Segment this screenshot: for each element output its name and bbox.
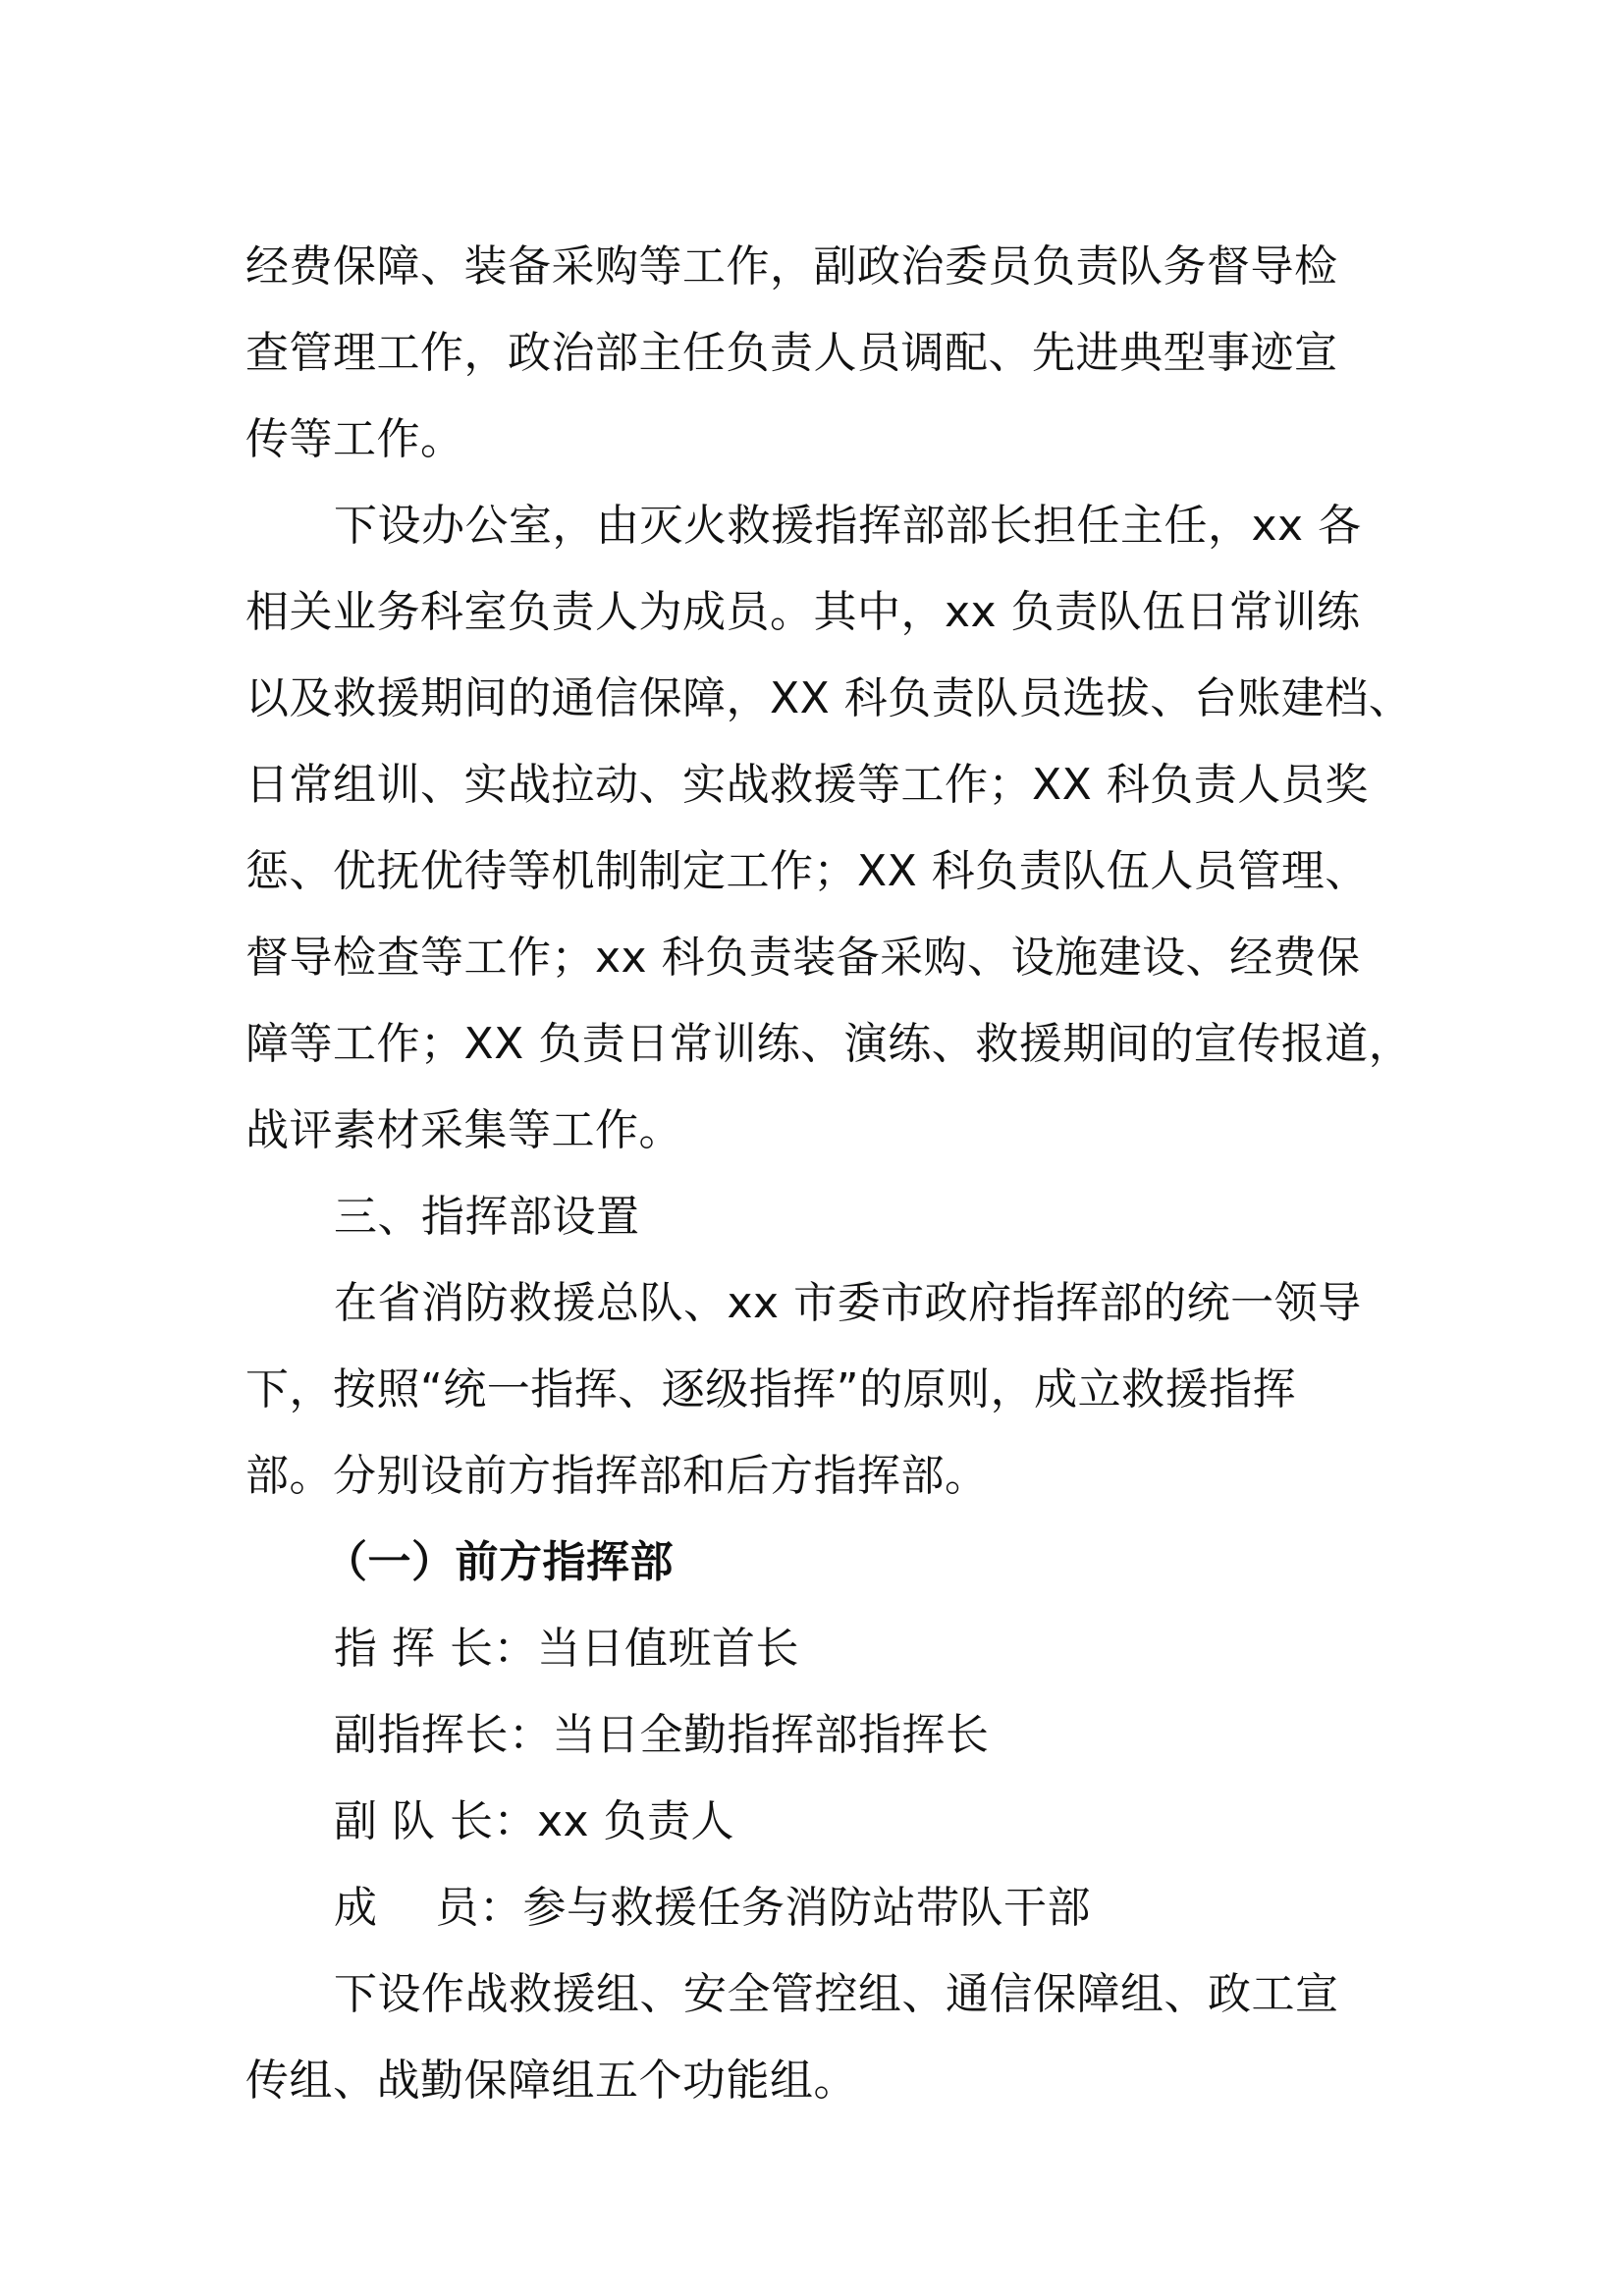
text-line-8: 惩、优抚优待等机制制定工作；XX 科负责队伍人员管理、 <box>245 846 1369 896</box>
members-line: 成 员：参与救援任务消防站带队干部 <box>334 1883 1091 1933</box>
subsection-heading-front-command: （一）前方指挥部 <box>324 1537 674 1587</box>
text-line-2: 查管理工作，政治部主任负责人员调配、先进典型事迹宣 <box>245 328 1338 378</box>
paragraph-groups-start: 下设作战救援组、安全管控组、通信保障组、政工宣 <box>334 1969 1339 2019</box>
text-line-5: 相关业务科室负责人为成员。其中，xx 负责队伍日常训练 <box>245 587 1361 637</box>
deputy-commander-line: 副指挥长：当日全勤指挥部指挥长 <box>334 1710 990 1760</box>
deputy-captain-line: 副 队 长：xx 负责人 <box>334 1796 735 1846</box>
text-line-15: 部。分别设前方指挥部和后方指挥部。 <box>245 1451 989 1501</box>
paragraph-office-start: 下设办公室，由灭火救援指挥部部长担任主任，xx 各 <box>334 501 1362 551</box>
text-line-6: 以及救援期间的通信保障，XX 科负责队员选拔、台账建档、 <box>245 673 1413 723</box>
text-line-14: 下，按照“统一指挥、逐级指挥”的原则，成立救援指挥 <box>245 1364 1297 1415</box>
paragraph-command-start: 在省消防救援总队、xx 市委市政府指挥部的统一领导 <box>334 1278 1362 1328</box>
text-line-7: 日常组训、实战拉动、实战救援等工作；XX 科负责人员奖 <box>245 760 1369 810</box>
text-line-11: 战评素材采集等工作。 <box>245 1105 682 1155</box>
text-line-3: 传等工作。 <box>245 414 464 464</box>
text-line-1: 经费保障、装备采购等工作，副政治委员负责队务督导检 <box>245 241 1338 292</box>
text-line-22: 传组、战勤保障组五个功能组。 <box>245 2056 857 2106</box>
document-page <box>245 224 1413 2124</box>
section-heading-three: 三、指挥部设置 <box>334 1192 640 1242</box>
text-line-10: 障等工作；XX 负责日常训练、演练、救援期间的宣传报道， <box>245 1019 1413 1069</box>
commander-line: 指 挥 长：当日值班首长 <box>334 1624 799 1674</box>
text-line-9: 督导检查等工作；xx 科负责装备采购、设施建设、经费保 <box>245 933 1361 983</box>
